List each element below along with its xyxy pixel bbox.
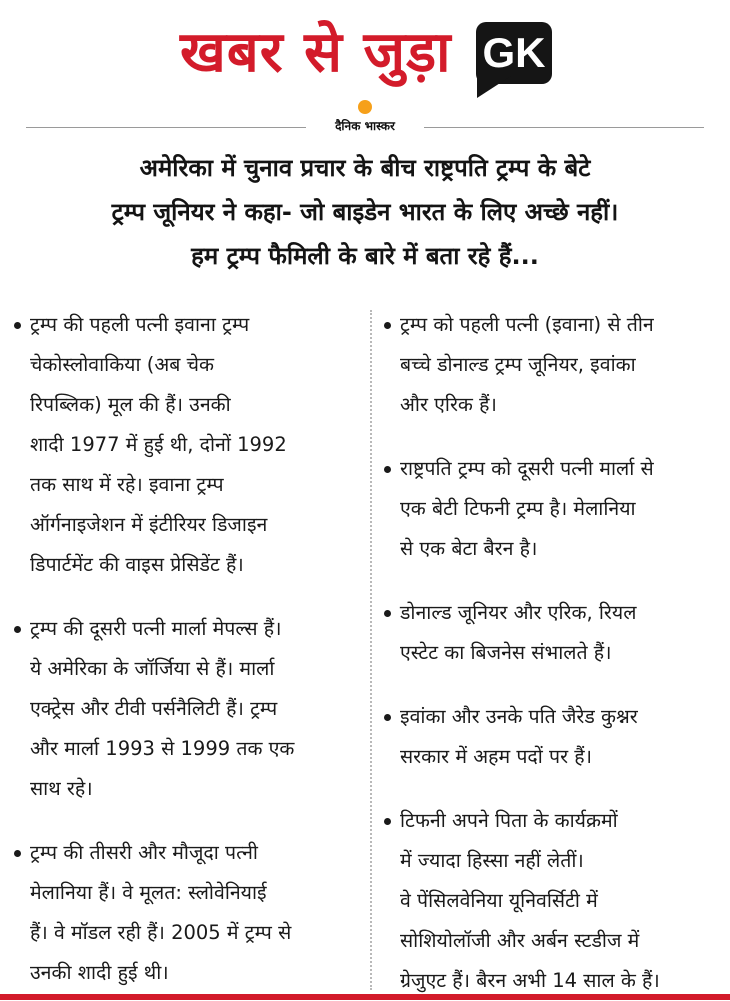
- intro-text: [20, 146, 710, 278]
- bottom-accent-bar: [0, 994, 730, 1000]
- intro-line: हम ट्रम्प फैमिली के बारे में बता रहे हैं...: [191, 242, 539, 270]
- intro-line: ट्रम्प जूनियर ने कहा- जो बाइडेन भारत के लिए अच्छे नहीं।: [111, 198, 619, 226]
- bullet-icon: [384, 610, 391, 617]
- divider-right: [424, 127, 704, 128]
- column-divider: [370, 310, 372, 990]
- publisher-logo: दैनिक भास्कर: [335, 119, 395, 133]
- bullet-icon: [384, 322, 391, 329]
- gk-badge: GK: [482, 29, 546, 76]
- list-item: इवांका और उनके पति जैरेड कुश्नर सरकार में अहम पदों पर हैं।: [378, 697, 718, 777]
- bullet-icon: [384, 714, 391, 721]
- intro-line: अमेरिका में चुनाव प्रचार के बीच राष्ट्रपति ट्रम्प के बेटे: [139, 154, 591, 182]
- list-item: ट्रम्प की पहली पत्नी इवाना ट्रम्प चेकोस्लोवाकिया (अब चेक रिपब्लिक) मूल की हैं। उनकी शादी 1977 में हुई थी, दोनों 1992 तक साथ में रहे। इवाना ट्रम्प ऑर्गनाइजेशन में इंटीरियर डिजाइन डिपार्टमेंट की वाइस प्रेसिडेंट हैं।: [8, 305, 356, 585]
- bullet-icon: [384, 818, 391, 825]
- list-item: ट्रम्प की तीसरी और मौजूदा पत्नी मेलानिया हैं। वे मूलत: स्लोवेनियाई हैं। वे मॉडल रही हैं। 2005 में ट्रम्प से उनकी शादी हुई थी।: [8, 833, 356, 993]
- left-column: [8, 305, 356, 993]
- list-item: ट्रम्प की दूसरी पत्नी मार्ला मेपल्स हैं। ये अमेरिका के जॉर्जिया से हैं। मार्ला एक्ट्रेस और टीवी पर्सनैलिटी हैं। ट्रम्प और मार्ला 1993 से 1999 तक एक साथ रहे।: [8, 609, 356, 809]
- bullet-icon: [14, 626, 21, 633]
- list-item: डोनाल्ड जूनियर और एरिक, रियल एस्टेट का बिजनेस संभालते हैं।: [378, 593, 718, 673]
- right-column: [378, 305, 718, 1001]
- list-item: ट्रम्प को पहली पत्नी (इवाना) से तीन बच्चे डोनाल्ड ट्रम्प जूनियर, इवांका और एरिक हैं।: [378, 305, 718, 425]
- sun-logo-icon: [358, 100, 372, 114]
- list-item: टिफनी अपने पिता के कार्यक्रमों में ज्यादा हिस्सा नहीं लेतीं। वे पेंसिलवेनिया यूनिवर्सिटी में सोशियोलॉजी और अर्बन स्टडीज में ग्रेजुएट हैं। बैरन अभी 14 साल के हैं।: [378, 801, 718, 1001]
- page-title: खबर से जुड़ा: [180, 20, 452, 85]
- bullet-icon: [384, 466, 391, 473]
- bullet-icon: [14, 850, 21, 857]
- list-item: राष्ट्रपति ट्रम्प को दूसरी पत्नी मार्ला से एक बेटी टिफनी ट्रम्प है। मेलानिया से एक बेटा बैरन है।: [378, 449, 718, 569]
- bullet-icon: [14, 322, 21, 329]
- divider-left: [26, 127, 306, 128]
- header: [0, 0, 730, 133]
